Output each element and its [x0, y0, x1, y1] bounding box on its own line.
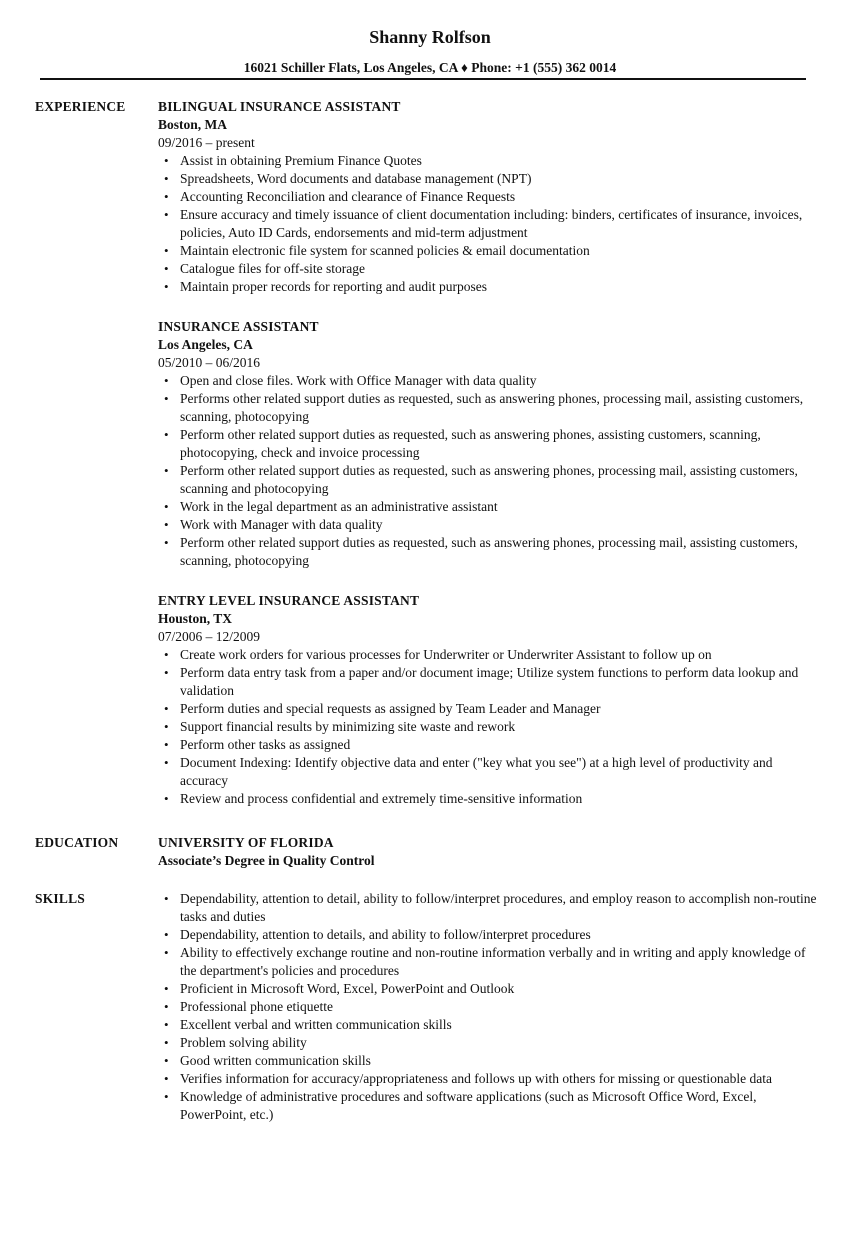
list-item: • Review and process confidential and extremely time-sensitive information [158, 790, 818, 808]
list-item: • Proficient in Microsoft Word, Excel, PowerPoint and Outlook [158, 980, 818, 998]
header-divider [40, 78, 806, 80]
skills-list [158, 890, 818, 1124]
list-item: • Assist in obtaining Premium Finance Quotes [158, 152, 818, 170]
job-title: BILINGUAL INSURANCE ASSISTANT [158, 99, 401, 114]
list-item: • Spreadsheets, Word documents and database management (NPT) [158, 170, 818, 188]
list-item: • Ensure accuracy and timely issuance of client documentation including: binders, certificates of insurance, invoices, policies, Auto ID Cards, endorsements and mid-term adjustment [158, 206, 818, 242]
experience-list [158, 98, 818, 808]
list-item: • Document Indexing: Identify objective data and enter ("key what you see") at a high level of productivity and accuracy [158, 754, 818, 790]
section-heading-skills: SKILLS [35, 891, 85, 906]
job-location: Los Angeles, CA [158, 337, 253, 352]
job-dates: 05/2010 – 06/2016 [158, 355, 261, 370]
skills-bullets [158, 890, 818, 1124]
job-dates: 09/2016 – present [158, 135, 255, 150]
list-item: • Create work orders for various processes for Underwriter or Underwriter Assistant to follow up on [158, 646, 818, 664]
list-item: • Problem solving ability [158, 1034, 818, 1052]
list-item: • Dependability, attention to details, and ability to follow/interpret procedures [158, 926, 818, 944]
list-item: • Maintain electronic file system for scanned policies & email documentation [158, 242, 818, 260]
job-entry [158, 592, 818, 808]
list-item: • Perform other related support duties as requested, such as answering phones, processing mail, assisting customers, scanning and photocopying [158, 462, 818, 498]
list-item: • Perform duties and special requests as assigned by Team Leader and Manager [158, 700, 818, 718]
job-title: ENTRY LEVEL INSURANCE ASSISTANT [158, 593, 420, 608]
list-item: • Excellent verbal and written communication skills [158, 1016, 818, 1034]
list-item: • Perform other related support duties as requested, such as answering phones, processing mail, assisting customers, scanning, photocopying [158, 534, 818, 570]
list-item: • Dependability, attention to detail, ability to follow/interpret procedures, and employ reason to accomplish non-routine tasks and duties [158, 890, 818, 926]
section-heading-experience: EXPERIENCE [35, 99, 126, 114]
list-item: • Verifies information for accuracy/appropriateness and follows up with others for missing or questionable data [158, 1070, 818, 1088]
job-duties [158, 372, 818, 570]
job-location: Houston, TX [158, 611, 233, 626]
candidate-name: Shanny Rolfson [369, 27, 491, 47]
list-item: • Perform other related support duties as requested, such as answering phones, assisting customers, scanning, photocopying, check and invoice processing [158, 426, 818, 462]
list-item: • Perform data entry task from a paper and/or document image; Utilize system functions to perform data lookup and validation [158, 664, 818, 700]
list-item: • Catalogue files for off-site storage [158, 260, 818, 278]
school-name: UNIVERSITY OF FLORIDA [158, 835, 334, 850]
degree: Associate’s Degree in Quality Control [158, 853, 375, 868]
list-item: • Work in the legal department as an administrative assistant [158, 498, 818, 516]
list-item: • Professional phone etiquette [158, 998, 818, 1016]
job-dates: 07/2006 – 12/2009 [158, 629, 261, 644]
job-location: Boston, MA [158, 117, 228, 132]
list-item: • Support financial results by minimizing site waste and rework [158, 718, 818, 736]
job-duties [158, 646, 818, 808]
job-entry [158, 98, 818, 296]
list-item: • Maintain proper records for reporting and audit purposes [158, 278, 818, 296]
contact-line: 16021 Schiller Flats, Los Angeles, CA ♦ Phone: +1 (555) 362 0014 [243, 60, 617, 75]
job-title: INSURANCE ASSISTANT [158, 319, 319, 334]
list-item: • Open and close files. Work with Office Manager with data quality [158, 372, 818, 390]
list-item: • Performs other related support duties as requested, such as answering phones, processing mail, assisting customers, scanning, photocopying [158, 390, 818, 426]
list-item: • Knowledge of administrative procedures and software applications (such as Microsoft Office Word, Excel, PowerPoint, etc.) [158, 1088, 818, 1124]
list-item: • Good written communication skills [158, 1052, 818, 1070]
job-duties [158, 152, 818, 296]
section-heading-education: EDUCATION [35, 835, 119, 850]
list-item: • Work with Manager with data quality [158, 516, 818, 534]
job-entry [158, 318, 818, 570]
list-item: • Perform other tasks as assigned [158, 736, 818, 754]
list-item: • Accounting Reconciliation and clearance of Finance Requests [158, 188, 818, 206]
list-item: • Ability to effectively exchange routine and non-routine information verbally and in writing and apply knowledge of the department's policies and procedures [158, 944, 818, 980]
education-entry [158, 834, 818, 870]
